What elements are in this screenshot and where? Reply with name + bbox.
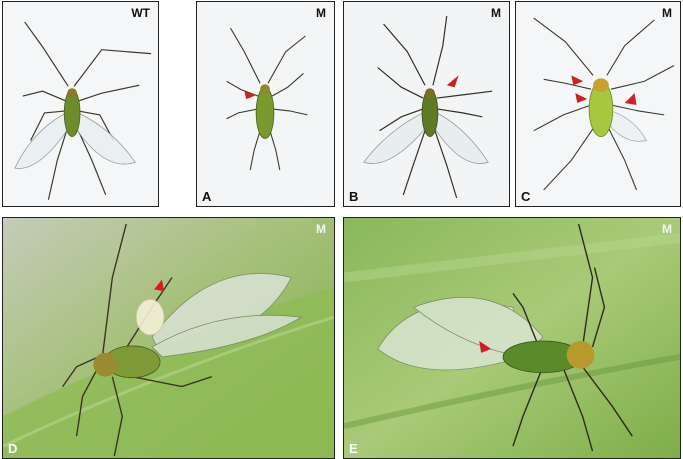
- panel-b: [343, 1, 510, 207]
- red-arrowhead: [575, 93, 587, 103]
- panel-wt: [2, 1, 159, 207]
- aphid-photo-wt: [3, 2, 158, 206]
- panel-c: [515, 1, 681, 207]
- aphid-photo-e: [344, 218, 680, 458]
- genotype-label-wt: WT: [131, 6, 150, 20]
- panel-a: [196, 1, 335, 207]
- panel-e: [343, 217, 681, 459]
- panel-letter-a: A: [202, 189, 212, 204]
- aphid-photo-b: [344, 2, 509, 206]
- panel-letter-d: D: [8, 441, 18, 456]
- genotype-label-e: M: [662, 222, 672, 236]
- panel-letter-e: E: [349, 441, 358, 456]
- red-arrowhead: [625, 93, 637, 105]
- aphid-photo-a: [197, 2, 334, 206]
- aphid-photo-c: [516, 2, 680, 206]
- panel-d: [2, 217, 335, 459]
- genotype-label-a: M: [316, 6, 326, 20]
- red-arrowhead: [447, 75, 459, 87]
- red-arrowhead: [244, 91, 256, 99]
- aphid-photo-d: [3, 218, 334, 458]
- genotype-label-b: M: [491, 6, 501, 20]
- genotype-label-c: M: [662, 6, 672, 20]
- genotype-label-d: M: [316, 222, 326, 236]
- red-arrowhead: [571, 75, 583, 85]
- panel-letter-b: B: [349, 189, 359, 204]
- panel-letter-c: C: [521, 189, 531, 204]
